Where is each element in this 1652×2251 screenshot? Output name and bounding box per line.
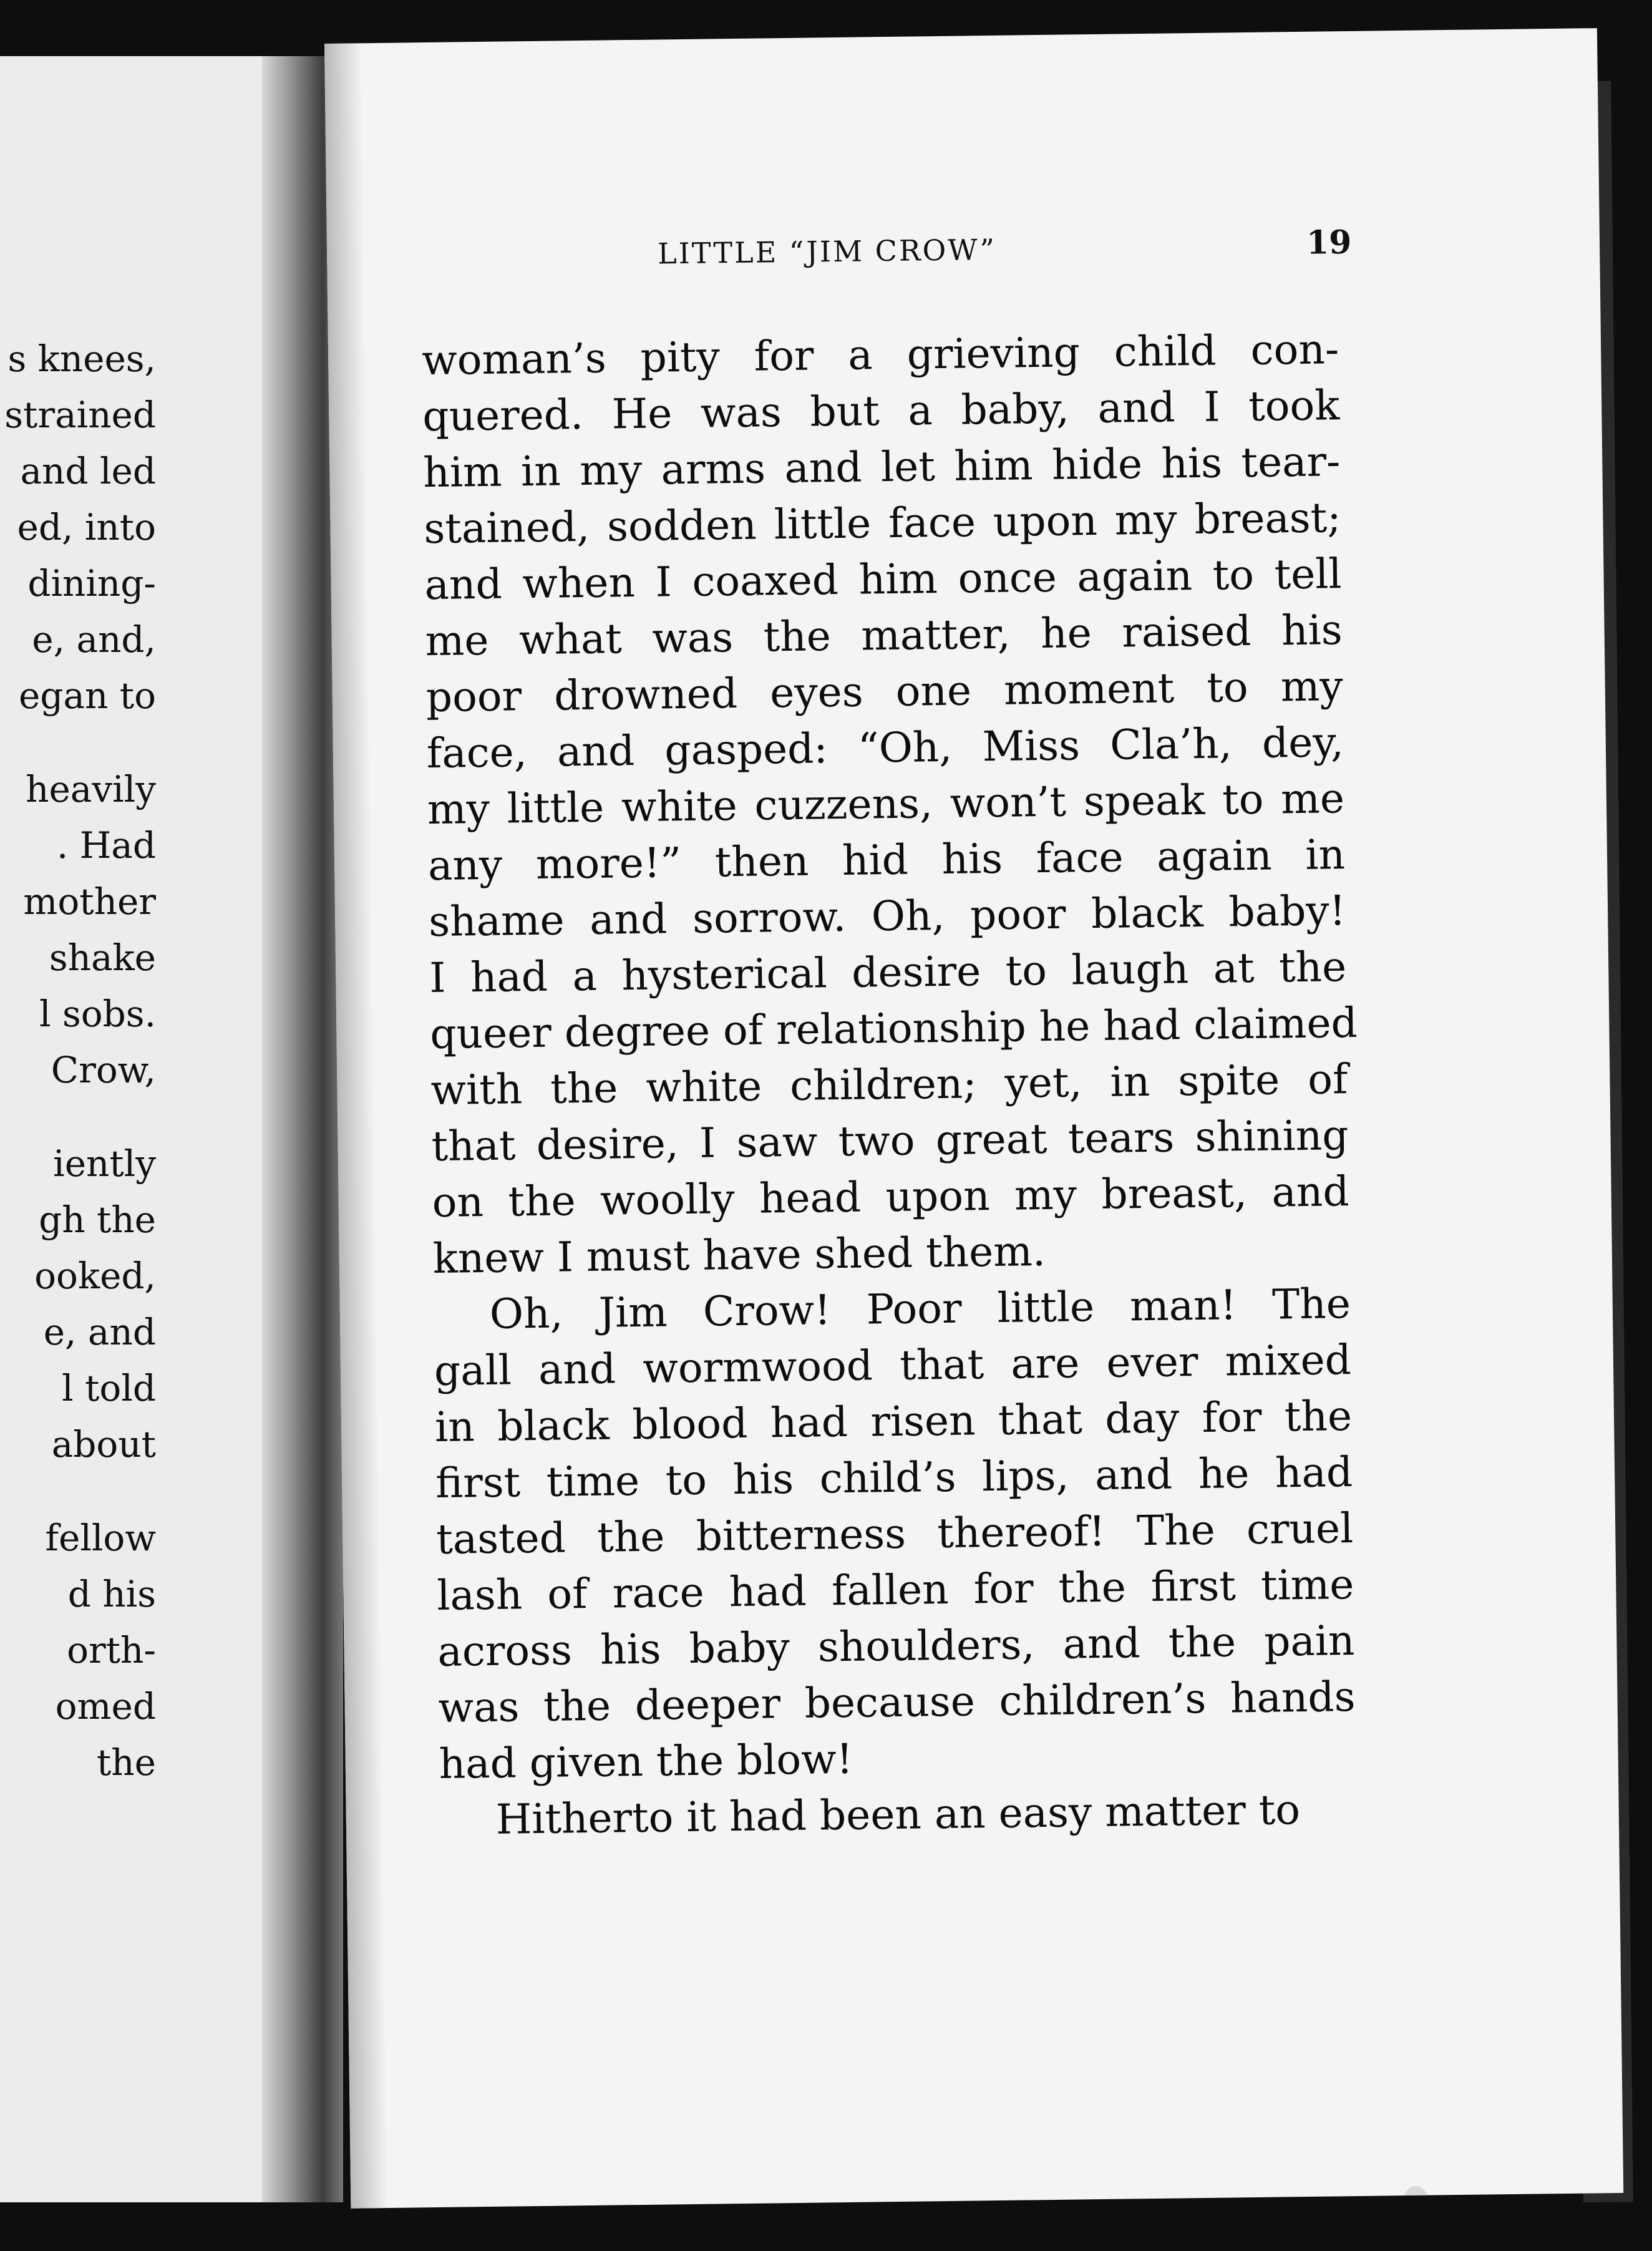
- text-line: in black blood had risen that day for the: [434, 1392, 1353, 1451]
- text-line: Hitherto it had been an easy matter to: [495, 1786, 1301, 1844]
- left-line: l sobs.: [39, 993, 156, 1035]
- text-line: face, and gasped: “Oh, Miss Cla’h, dey,: [426, 718, 1344, 778]
- left-line: d his: [67, 1573, 156, 1615]
- text-line: that desire, I saw two great tears shining: [431, 1111, 1349, 1171]
- left-line: iently: [53, 1142, 156, 1185]
- left-line: egan to: [18, 674, 156, 717]
- paragraph: [433, 1276, 1356, 1792]
- text-line: him in my arms and let him hide his tear-: [422, 437, 1341, 497]
- text-line: I had a hysterical desire to laugh at the: [429, 943, 1347, 1003]
- text-line: any more!” then hid his face again in: [427, 830, 1346, 890]
- left-line: fellow: [45, 1517, 156, 1559]
- left-line: omed: [55, 1685, 156, 1728]
- left-line: ooked,: [34, 1255, 156, 1297]
- text-line: with the white children; yet, in spite of: [430, 1055, 1348, 1115]
- text-line: across his baby shoulders, and the pain: [437, 1617, 1355, 1676]
- left-line: dining-: [27, 562, 156, 605]
- page-smudge: [1402, 2186, 1430, 2209]
- page-number: 19: [1306, 223, 1352, 262]
- text-line: tasted the bitterness thereof! The cruel: [435, 1504, 1354, 1563]
- left-line: e, and: [43, 1311, 156, 1353]
- paragraph-gap: [0, 724, 156, 761]
- left-line: heavily: [26, 768, 156, 810]
- running-head: LITTLE “JIM CROW”: [657, 232, 997, 271]
- page-header: [658, 225, 1623, 287]
- text-line: on the woolly head upon my breast, and: [432, 1167, 1350, 1227]
- left-line: gh the: [39, 1198, 156, 1241]
- text-line: shame and sorrow. Oh, poor black baby!: [428, 887, 1346, 946]
- left-line: . Had: [56, 824, 156, 867]
- left-line: strained: [4, 394, 156, 436]
- paragraph: [421, 321, 1358, 1287]
- text-line: Oh, Jim Crow! Poor little man! The: [489, 1280, 1351, 1338]
- text-line: poor drowned eyes one moment to my: [425, 662, 1344, 722]
- text-line: quered. He was but a baby, and I took: [422, 381, 1340, 441]
- body-text: [422, 321, 1358, 1849]
- left-line: ed, into: [17, 506, 156, 548]
- left-line: l told: [62, 1367, 156, 1409]
- left-page-text: [0, 331, 156, 1791]
- left-page: [0, 56, 275, 2202]
- paragraph-gap: [0, 1098, 156, 1135]
- text-line: lash of race had fallen for the first time: [436, 1560, 1354, 1620]
- text-line: my little white cuzzens, won’t speak to me: [427, 774, 1345, 834]
- left-line: e, and,: [32, 618, 156, 661]
- text-line: was the deeper because children’s hands: [438, 1673, 1356, 1732]
- text-line: queer degree of relationship he had claimed: [429, 998, 1358, 1059]
- right-page: [324, 28, 1623, 2209]
- left-line: the: [97, 1741, 156, 1784]
- left-line: shake: [49, 936, 156, 979]
- text-line: stained, sodden little face upon my breast;: [424, 493, 1341, 553]
- paragraph-gap: [0, 1472, 156, 1510]
- text-line: had given the blow!: [439, 1734, 853, 1788]
- paragraph: [439, 1781, 1357, 1849]
- left-line: Crow,: [51, 1049, 156, 1091]
- text-line: me what was the matter, he raised his: [425, 606, 1343, 666]
- text-line: first time to his child’s lips, and he had: [435, 1448, 1353, 1507]
- left-line: about: [51, 1423, 156, 1466]
- left-line: mother: [23, 880, 156, 923]
- text-line: knew I must have shed them.: [432, 1227, 1046, 1283]
- text-line: gall and wormwood that are ever mixed: [434, 1336, 1352, 1396]
- text-line: and when I coaxed him once again to tell: [424, 550, 1342, 610]
- left-line: s knees,: [7, 338, 156, 380]
- left-line: orth-: [67, 1629, 156, 1671]
- text-line: woman’s pity for a grieving child con-: [421, 325, 1339, 385]
- left-line: and led: [20, 450, 156, 492]
